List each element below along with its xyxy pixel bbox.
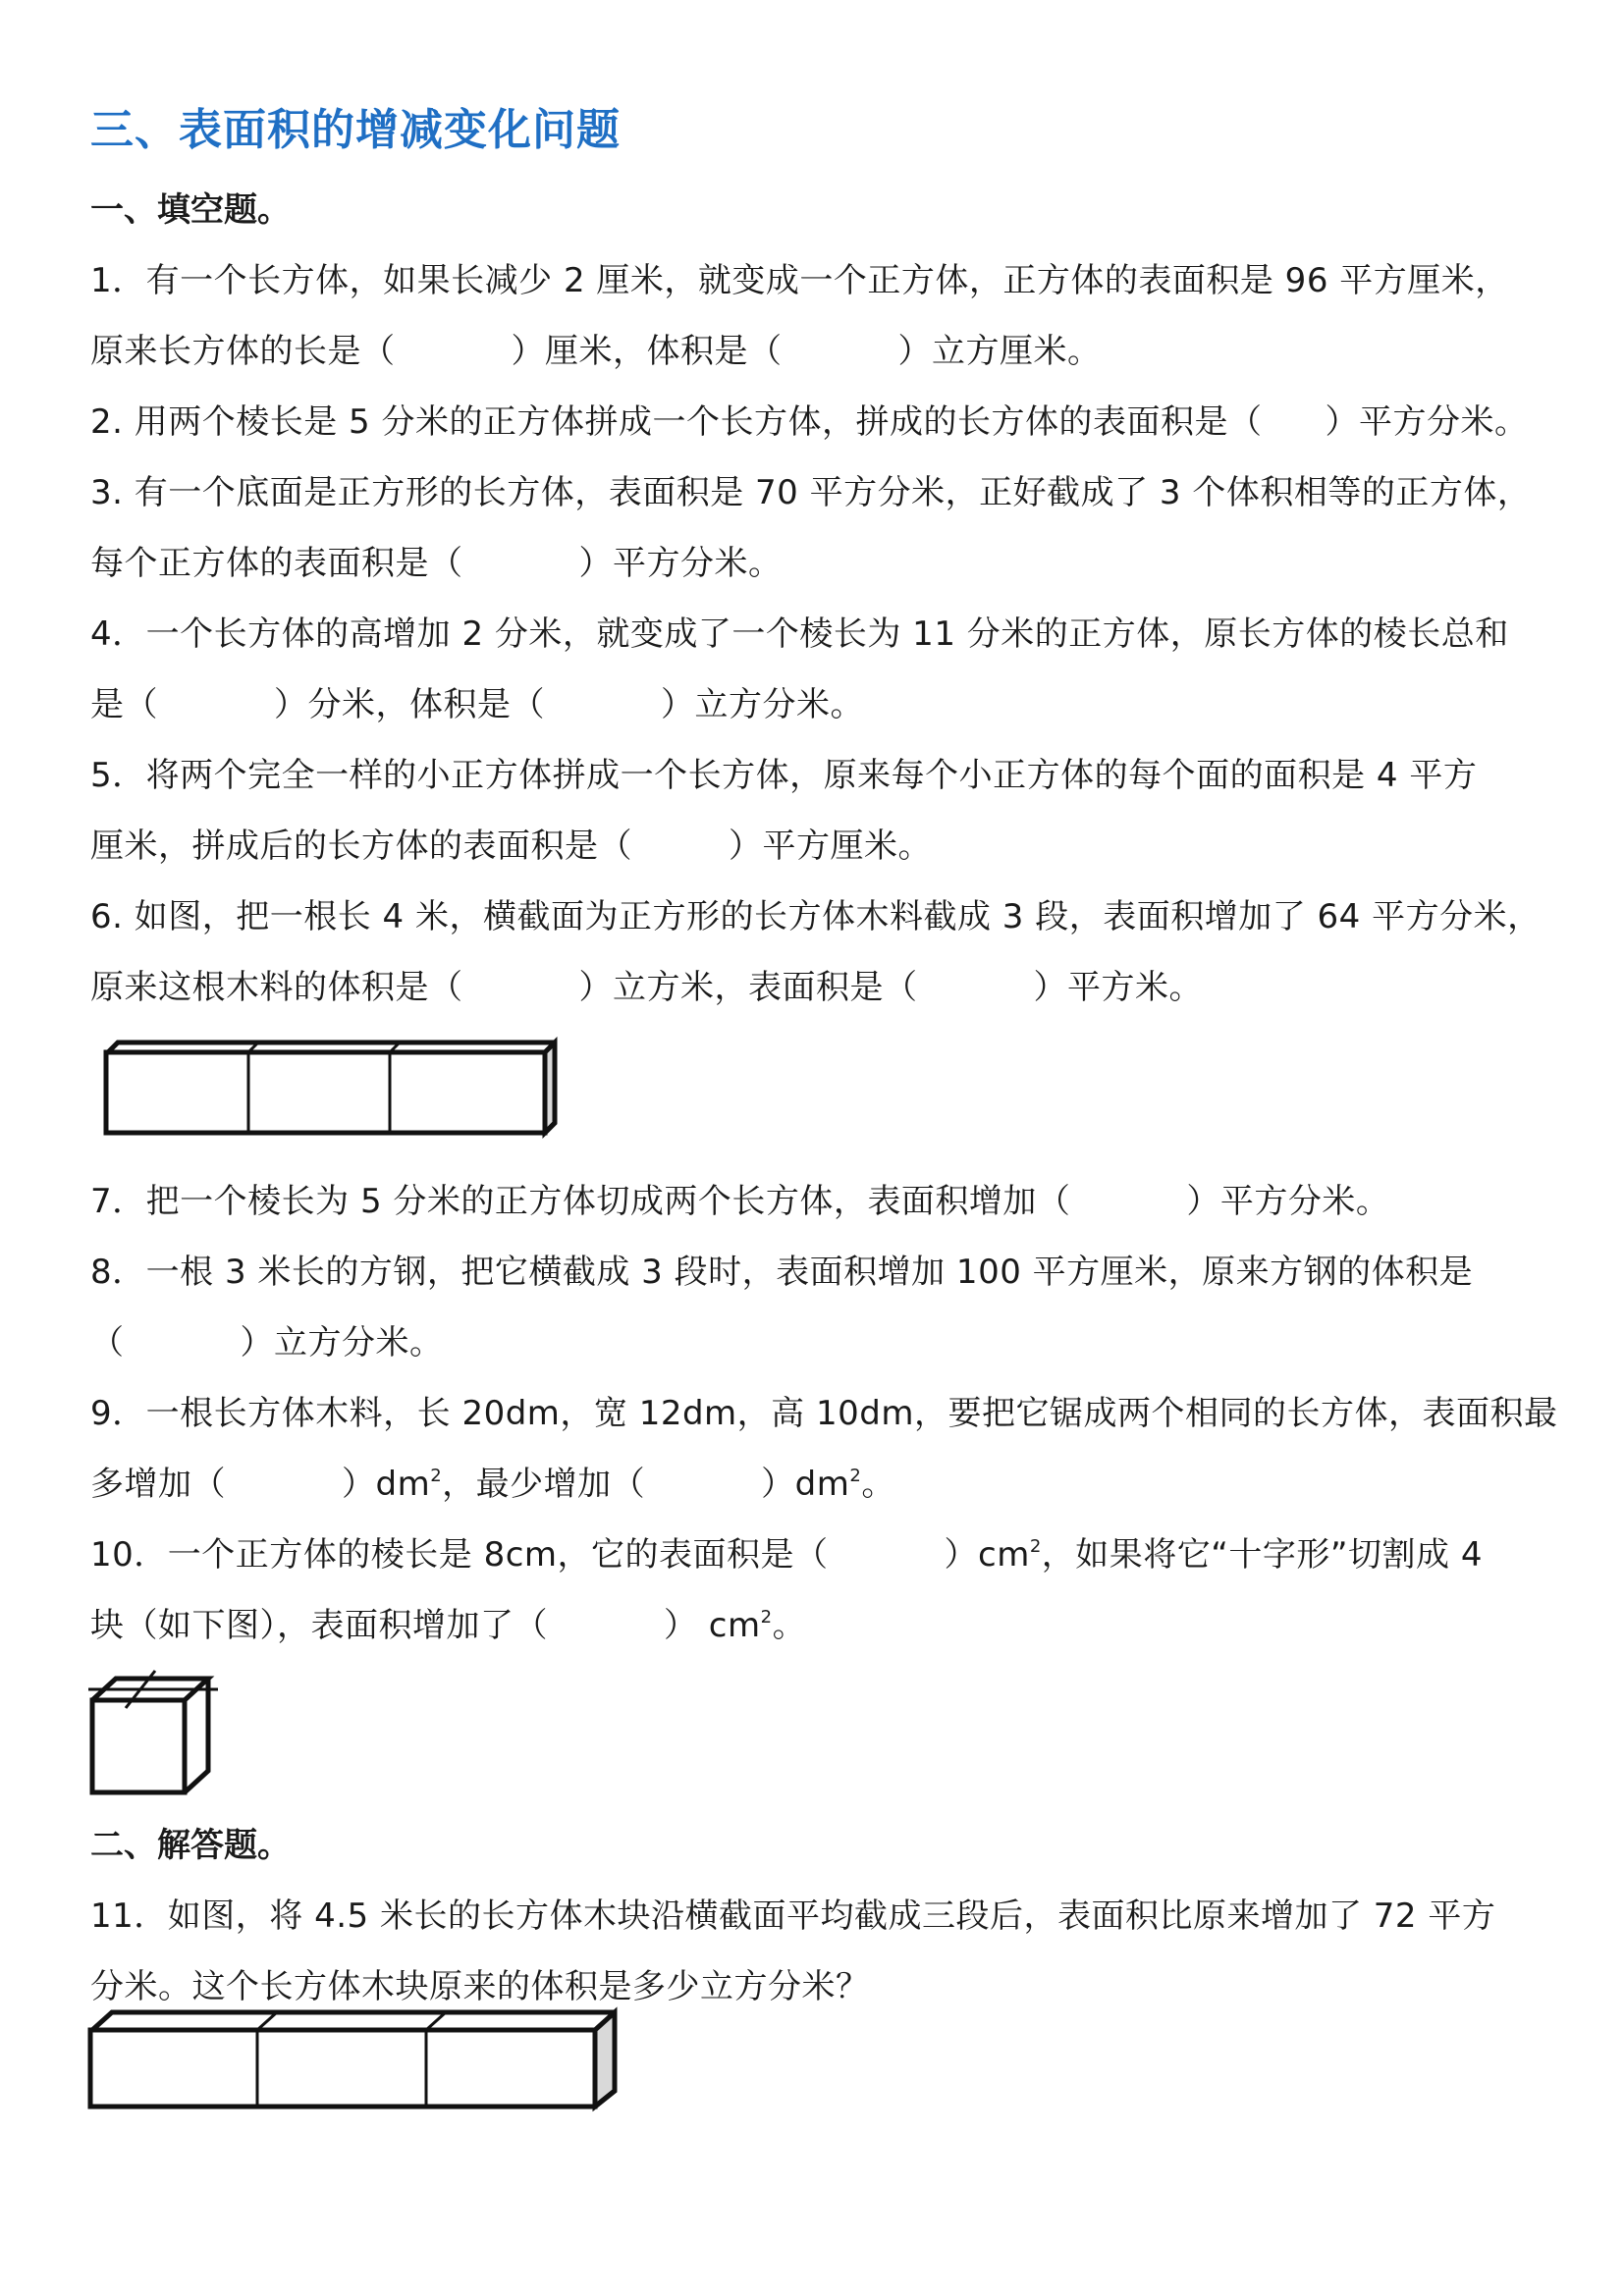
question-4-text-a: 是（ xyxy=(90,685,158,724)
question-9-text-b: ）dm xyxy=(342,1465,431,1504)
question-5-line-1: 5．将两个完全一样的小正方体拼成一个长方体，原来每个小正方体的每个面的面积是 4 平方 xyxy=(90,756,1478,795)
question-6-line-2 xyxy=(90,960,1203,1008)
block-three-segments-figure xyxy=(84,2008,624,2116)
superscript-2: 2 xyxy=(849,1466,862,1486)
question-1-text-b: ）厘米，体积是（ xyxy=(511,332,783,371)
beam-front-face xyxy=(106,1052,545,1133)
question-5-text-a: 厘米，拼成后的长方体的表面积是（ xyxy=(90,827,632,866)
question-5-text-b: ）平方厘米。 xyxy=(729,827,932,866)
question-2-line-1 xyxy=(90,395,1529,443)
question-3-text-a: 每个正方体的表面积是（ xyxy=(90,544,463,583)
question-9-line-2 xyxy=(90,1457,895,1505)
question-2-text-a: 2. 用两个棱长是 5 分米的正方体拼成一个长方体，拼成的长方体的表面积是（ xyxy=(90,402,1263,442)
cut-line xyxy=(426,2012,446,2030)
question-10-text-a: 10．一个正方体的棱长是 8cm，它的表面积是（ xyxy=(90,1535,829,1575)
question-1-text-c: ）立方厘米。 xyxy=(897,332,1102,371)
question-9-text-d: ）dm xyxy=(761,1465,850,1504)
question-9-line-1: 9．一根长方体木料，长 20dm，宽 12dm，高 10dm，要把它锯成两个相同的长方体，表面积最 xyxy=(90,1394,1558,1433)
section-fill-in-heading: 一、填空题。 xyxy=(90,190,291,230)
question-6-line-1: 6. 如图，把一根长 4 米，横截面为正方形的长方体木料截成 3 段，表面积增加了 64 平方分米， xyxy=(90,897,1542,936)
question-4-text-c: ）立方分米。 xyxy=(661,685,864,724)
question-11-line-1: 11．如图，将 4.5 米长的长方体木块沿横截面平均截成三段后，表面积比原来增加了 72 平方 xyxy=(90,1896,1496,1936)
question-6-text-a: 原来这根木料的体积是（ xyxy=(90,968,463,1007)
question-8-text-b: ）立方分米。 xyxy=(240,1323,444,1362)
question-10-text-d: 块（如下图），表面积增加了（ xyxy=(90,1606,548,1645)
block-front-face xyxy=(90,2030,595,2107)
beam-three-segments-figure xyxy=(98,1041,560,1139)
question-6-text-b: ）立方米，表面积是（ xyxy=(578,968,918,1007)
question-8-line-2 xyxy=(90,1315,444,1363)
question-10-text-b: ）cm xyxy=(944,1535,1030,1575)
cube-front-face xyxy=(92,1700,185,1792)
question-3-line-2 xyxy=(90,536,783,584)
question-4-text-b: ）分米，体积是（ xyxy=(274,685,545,724)
question-4-line-1: 4．一个长方体的高增加 2 分米，就变成了一个棱长为 11 分米的正方体，原长方体的棱长总和 xyxy=(90,614,1509,654)
beam-top-edge xyxy=(108,1042,555,1133)
question-10-line-1 xyxy=(90,1527,1483,1575)
question-5-line-2 xyxy=(90,819,932,867)
question-6-text-c: ）平方米。 xyxy=(1033,968,1203,1007)
question-9-text-c: ，最少增加（ xyxy=(442,1465,646,1504)
question-8-text-a: （ xyxy=(90,1323,125,1362)
question-7-line-1 xyxy=(90,1174,1389,1222)
cube-cross-cut-figure xyxy=(86,1669,234,1796)
question-10-text-f: 。 xyxy=(772,1606,807,1645)
question-9-text-a: 多增加（ xyxy=(90,1465,226,1504)
question-7-text-b: ）平方分米。 xyxy=(1186,1182,1390,1221)
question-10-text-e: ） cm xyxy=(664,1606,761,1645)
question-1-line-2 xyxy=(90,324,1102,372)
question-1-line-1: 1．有一个长方体，如果长减少 2 厘米，就变成一个正方体，正方体的表面积是 96 平方厘米， xyxy=(90,261,1509,300)
question-11-line-2: 分米。这个长方体木块原来的体积是多少立方分米？ xyxy=(90,1967,870,2006)
superscript-2: 2 xyxy=(1029,1536,1042,1557)
question-10-line-2 xyxy=(90,1598,806,1646)
block-top-edge xyxy=(92,2012,615,2107)
question-10-text-c: ，如果将它“十字形”切割成 4 xyxy=(1041,1535,1483,1575)
question-2-text-b: ）平方分米。 xyxy=(1325,402,1529,442)
cut-line xyxy=(257,2012,277,2030)
question-1-text-a: 原来长方体的长是（ xyxy=(90,332,396,371)
question-8-line-1: 8．一根 3 米长的方钢，把它横截成 3 段时，表面积增加 100 平方厘米，原来方钢的体积是 xyxy=(90,1253,1474,1292)
question-7-text-a: 7．把一个棱长为 5 分米的正方体切成两个长方体，表面积增加（ xyxy=(90,1182,1071,1221)
section-answer-heading: 二、解答题。 xyxy=(90,1826,291,1865)
page-title: 三、表面积的增减变化问题 xyxy=(90,105,621,155)
superscript-2: 2 xyxy=(760,1607,773,1628)
question-3-text-b: ）平方分米。 xyxy=(578,544,783,583)
question-9-text-e: 。 xyxy=(861,1465,895,1504)
question-3-line-1: 3. 有一个底面是正方形的长方体，表面积是 70 平方分米，正好截成了 3 个体积相等的正方体， xyxy=(90,473,1532,512)
superscript-2: 2 xyxy=(430,1466,443,1486)
question-4-line-2 xyxy=(90,677,864,725)
